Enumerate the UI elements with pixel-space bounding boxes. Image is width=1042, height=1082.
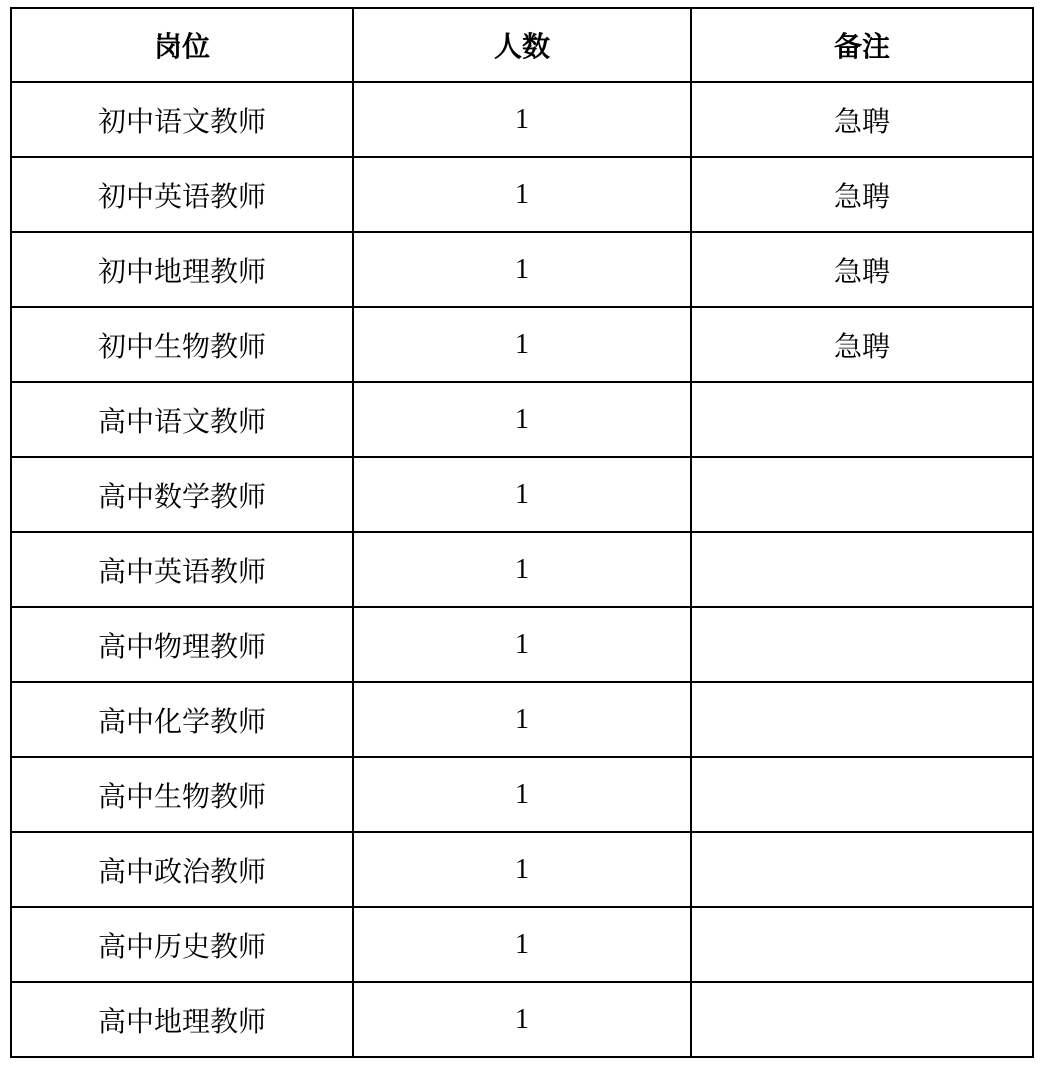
cell-count: 1	[353, 532, 691, 607]
cell-position: 初中地理教师	[11, 232, 353, 307]
cell-note	[691, 532, 1033, 607]
column-header-count: 人数	[353, 8, 691, 82]
table-row	[11, 232, 1033, 307]
table-body	[11, 82, 1033, 1057]
cell-position: 高中数学教师	[11, 457, 353, 532]
table-row	[11, 982, 1033, 1057]
table-row	[11, 607, 1033, 682]
cell-note	[691, 682, 1033, 757]
cell-count: 1	[353, 757, 691, 832]
cell-count: 1	[353, 682, 691, 757]
cell-count: 1	[353, 82, 691, 157]
cell-count: 1	[353, 607, 691, 682]
header-row	[11, 8, 1033, 82]
table-row	[11, 157, 1033, 232]
cell-position: 高中地理教师	[11, 982, 353, 1057]
recruitment-table	[10, 7, 1034, 1058]
cell-position: 高中物理教师	[11, 607, 353, 682]
table-row	[11, 307, 1033, 382]
cell-note: 急聘	[691, 82, 1033, 157]
table-row	[11, 682, 1033, 757]
cell-note	[691, 982, 1033, 1057]
cell-count: 1	[353, 907, 691, 982]
cell-note	[691, 607, 1033, 682]
table-row	[11, 532, 1033, 607]
table-row	[11, 907, 1033, 982]
cell-note	[691, 832, 1033, 907]
cell-count: 1	[353, 832, 691, 907]
cell-note: 急聘	[691, 307, 1033, 382]
cell-note: 急聘	[691, 232, 1033, 307]
cell-note: 急聘	[691, 157, 1033, 232]
cell-count: 1	[353, 232, 691, 307]
table-row	[11, 832, 1033, 907]
cell-position: 高中生物教师	[11, 757, 353, 832]
cell-position: 初中英语教师	[11, 157, 353, 232]
table-row	[11, 82, 1033, 157]
column-header-note: 备注	[691, 8, 1033, 82]
cell-count: 1	[353, 457, 691, 532]
cell-count: 1	[353, 307, 691, 382]
cell-note	[691, 757, 1033, 832]
cell-position: 高中政治教师	[11, 832, 353, 907]
cell-note	[691, 457, 1033, 532]
table-row	[11, 757, 1033, 832]
cell-position: 初中语文教师	[11, 82, 353, 157]
column-header-position: 岗位	[11, 8, 353, 82]
cell-count: 1	[353, 382, 691, 457]
cell-position: 初中生物教师	[11, 307, 353, 382]
cell-position: 高中化学教师	[11, 682, 353, 757]
cell-count: 1	[353, 157, 691, 232]
cell-position: 高中语文教师	[11, 382, 353, 457]
cell-note	[691, 907, 1033, 982]
cell-count: 1	[353, 982, 691, 1057]
table-row	[11, 382, 1033, 457]
table-row	[11, 457, 1033, 532]
cell-position: 高中历史教师	[11, 907, 353, 982]
cell-note	[691, 382, 1033, 457]
cell-position: 高中英语教师	[11, 532, 353, 607]
